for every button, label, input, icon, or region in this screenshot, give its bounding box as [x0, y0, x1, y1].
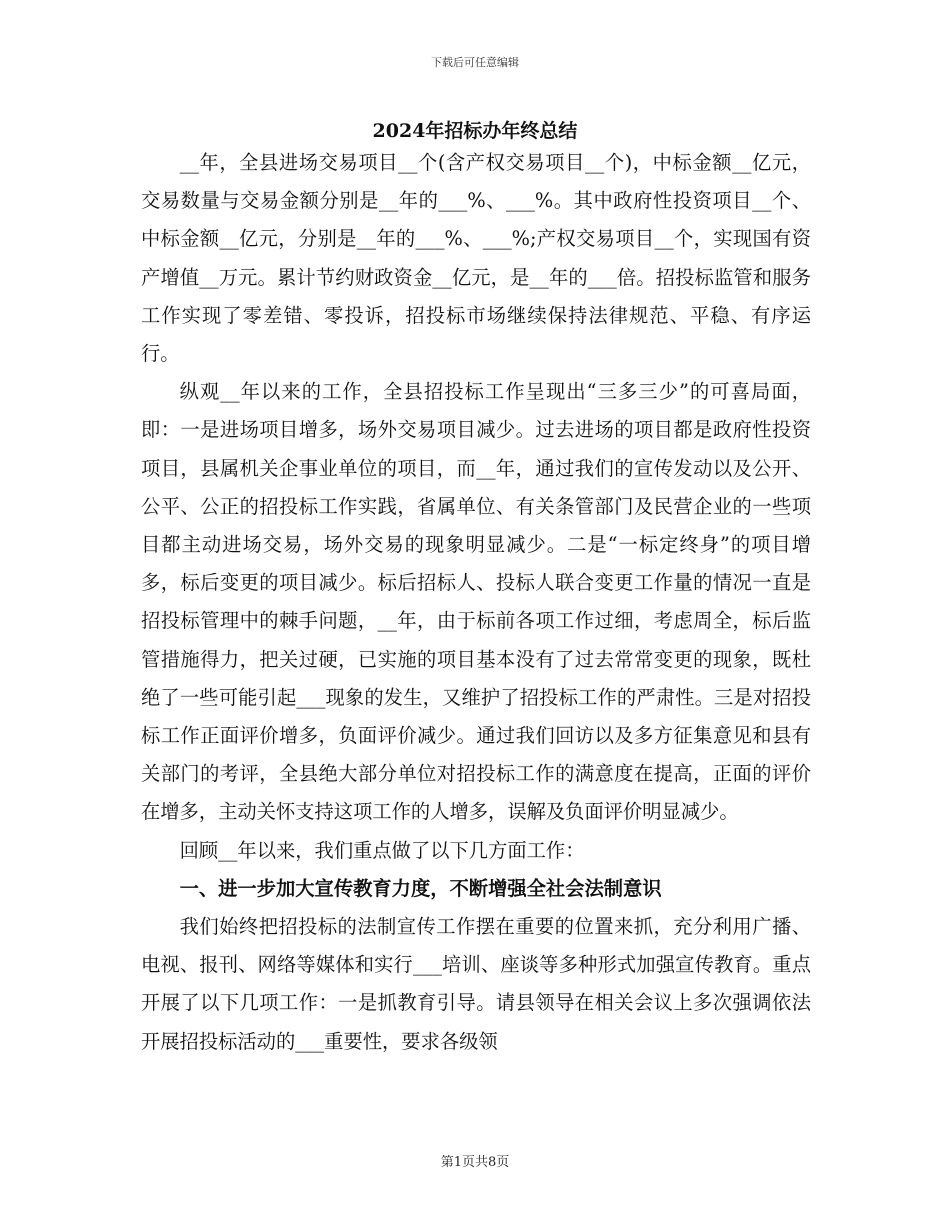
paragraph-summary: __年，全县进场交易项目__个(含产权交易项目__个)，中标金额__亿元，交易数量与交易金额分别是__年的___%、___%。其中政府性投资项目__个、中标金额__亿元，分别是__年的___%、___%;产权交易项目__个，实现国有资产增值__万元。累计节约财政资金__亿元，是__年的___倍。招投标监管和服务工作实现了零差错、零投诉，招投标市场继续保持法律规范、平稳、有序运行。: [141, 151, 811, 366]
paragraph-section-1: 我们始终把招投标的法制宣传工作摆在重要的位置来抓，充分利用广播、电视、报刊、网络等媒体和实行___培训、座谈等多种形式加强宣传教育。重点开展了以下几项工作：一是抓教育引导。请县领导在相关会议上多次强调依法开展招投标活动的___重要性，要求各级领: [141, 915, 811, 1053]
section-heading-1: 一、进一步加大宣传教育力度，不断增强全社会法制意识: [179, 876, 662, 900]
page-header: 下载后可任意编辑: [431, 56, 519, 69]
document-title: 2024年招标办年终总结: [372, 120, 578, 142]
paragraph-overview: 纵观__年以来的工作，全县招投标工作呈现出“三多三少”的可喜局面，即：一是进场项目增多，场外交易项目减少。过去进场的项目都是政府性投资项目，县属机关企事业单位的项目，而__年，通过我们的宣传发动以及公开、公平、公正的招投标工作实践，省属单位、有关条管部门及民营企业的一些项目都主动进场交易，场外交易的现象明显减少。二是“一标定终身”的项目增多，标后变更的项目减少。标后招标人、投标人联合变更工作量的情况一直是招投标管理中的棘手问题，__年，由于标前各项工作过细，考虑周全，标后监管措施得力，把关过硬，已实施的项目基本没有了过去常常变更的现象，既杜绝了一些可能引起___现象的发生，又维护了招投标工作的严肃性。三是对招投标工作正面评价增多，负面评价减少。通过我们回访以及多方征集意见和县有关部门的考评，全县绝大部分单位对招投标工作的满意度在提高，正面的评价在增多，主动关怀支持这项工作的人增多，误解及负面评价明显减少。: [141, 380, 811, 824]
paragraph-review: 回顾__年以来，我们重点做了以下几方面工作：: [179, 838, 585, 862]
page-footer: 第1页共8页: [440, 1155, 510, 1170]
document-body: [141, 144, 811, 1061]
